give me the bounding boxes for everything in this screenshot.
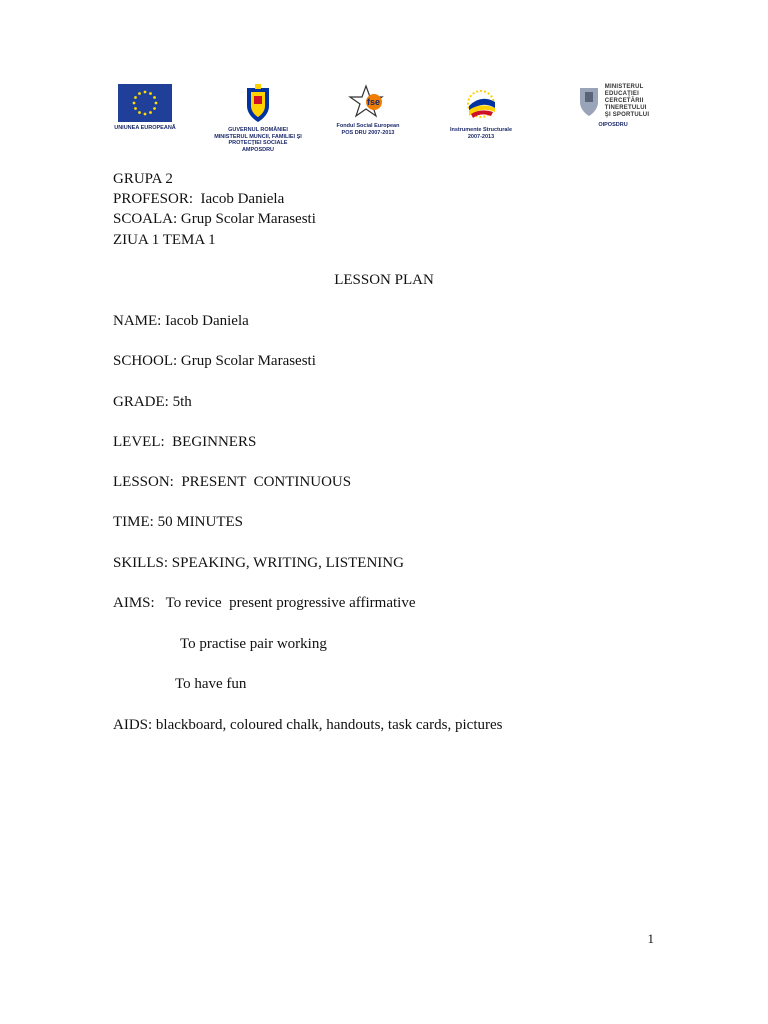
school-field: SCHOOL: Grup Scolar Marasesti [113, 353, 316, 369]
name-field: NAME: Iacob Daniela [113, 313, 249, 329]
structural-instruments-caption: Instrumente Structurale 2007-2013 [449, 127, 513, 140]
eu-flag-icon [118, 84, 172, 122]
structural-instruments-logo [436, 84, 526, 140]
grade-field: GRADE: 5th [113, 394, 192, 410]
skills-field: SKILLS: SPEAKING, WRITING, LISTENING [113, 555, 404, 571]
eu-star [153, 96, 156, 99]
aims-item-3: To have fun [175, 676, 247, 692]
eu-logo [110, 84, 180, 132]
romanian-coat-of-arms-icon [243, 84, 273, 124]
eu-star [138, 111, 141, 114]
page-number: 1 [647, 931, 654, 946]
ministry-logo [570, 84, 656, 129]
eu-star [134, 107, 137, 110]
group-line: GRUPA 2 [113, 171, 173, 187]
aids-field: AIDS: blackboard, coloured chalk, handouts, task cards, pictures [113, 717, 503, 733]
fse-logo [328, 84, 408, 136]
lesson-field: LESSON: PRESENT CONTINUOUS [113, 474, 352, 490]
eu-star [134, 96, 137, 99]
eu-star [149, 111, 152, 114]
fse-star-icon [348, 84, 388, 120]
eu-star [153, 107, 156, 110]
government-logo [208, 84, 308, 153]
teacher-line: PROFESOR: Iacob Daniela [113, 191, 285, 207]
aims-field: AIMS: To revice present progressive affirmative [113, 595, 416, 611]
government-caption: GUVERNUL ROMÂNIEI MINISTERUL MUNCII, FAMILIEI ŞI PROTECŢIEI SOCIALE AMPOSDRU [214, 127, 302, 153]
ministry-name: MINISTERUL EDUCAŢIEI CERCETĂRII TINERETULUI ŞI SPORTULUI [604, 84, 650, 118]
eu-star [144, 91, 147, 94]
level-field: LEVEL: BEGINNERS [113, 434, 257, 450]
ministry-crest-icon [577, 84, 601, 118]
eu-star [144, 113, 147, 116]
school-header-line: SCOALA: Grup Scolar Marasesti [113, 211, 316, 227]
ministry-caption: OIPOSDRU [598, 122, 628, 128]
eu-star [149, 92, 152, 95]
eu-star [138, 92, 141, 95]
eu-caption: UNIUNEA EUROPEANĂ [114, 125, 176, 131]
structural-instruments-icon [461, 84, 501, 124]
logo-strip [100, 84, 660, 154]
aims-item-2: To practise pair working [180, 636, 327, 652]
eu-star [155, 102, 158, 105]
document-title: LESSON PLAN [334, 272, 434, 288]
time-field: TIME: 50 MINUTES [113, 514, 243, 530]
fse-caption: Fondul Social European POS DRU 2007-2013 [336, 123, 400, 136]
eu-star [133, 102, 136, 105]
day-topic-line: ZIUA 1 TEMA 1 [113, 232, 216, 248]
svg-text:fse: fse [367, 97, 381, 107]
